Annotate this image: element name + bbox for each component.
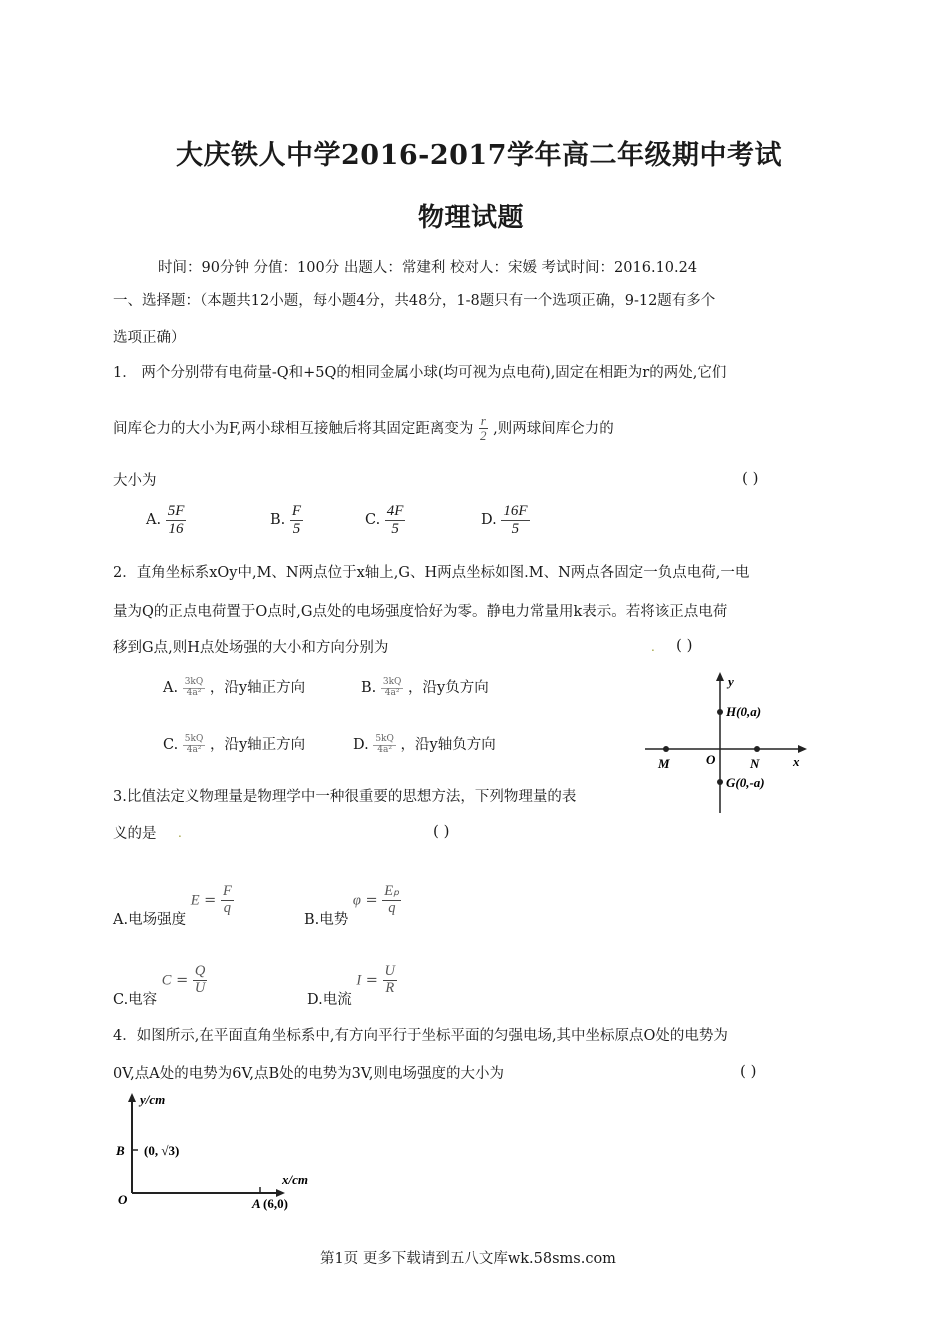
q1-line2 — [113, 414, 614, 444]
q2-point-g — [717, 779, 723, 785]
q1-line3: 大小为 — [113, 473, 157, 489]
q2-point-m — [663, 746, 669, 752]
q4-answer-paren: ( ) — [740, 1062, 757, 1080]
exam-subtitle: 物理试题 — [418, 203, 525, 233]
q4-y-arrow — [128, 1093, 136, 1102]
q2-y-arrow — [716, 672, 724, 681]
section-heading-line1: 一、选择题：（本题共12小题，每小题4分，共48分，1-8题只有一个选项正确，9-12题有多个 — [113, 293, 716, 309]
q1-line2-a: 间库仑力的大小为F,两小球相互接触后将其固定距离变为 — [113, 420, 474, 437]
q2-x-label: x — [793, 754, 800, 769]
q3-line2: 义的是 — [113, 826, 157, 842]
q1-line2-b: ,则两球间库仑力的 — [493, 420, 614, 437]
q2-mark: . — [651, 640, 655, 654]
q1-answer-paren: ( ) — [742, 469, 759, 487]
exam-meta: 时间：90分钟 分值：100分 出题人：常建利 校对人：宋媛 考试时间：2016.10.24 — [158, 260, 698, 276]
q2-h-label: H(0,a) — [726, 704, 762, 719]
q1-frac-den: 2 — [480, 428, 487, 444]
q4-x-label: x/cm — [282, 1172, 308, 1187]
q2-x-arrow — [798, 745, 807, 753]
q2-line2: 量为Q的正点电荷置于O点时,G点处的电场强度恰好为零。静电力常量用k表示。若将该正点电荷 — [113, 604, 728, 620]
q2-point-n — [754, 746, 760, 752]
q2-origin-label: O — [706, 752, 716, 767]
q4-line2: 0V,点A处的电势为6V,点B处的电势为3V,则电场强度的大小为 — [113, 1066, 504, 1082]
q4-y-label: y/cm — [140, 1092, 166, 1107]
q3-answer-paren: ( ) — [433, 822, 450, 840]
q1-line1: 1． 两个分别带有电荷量-Q和+5Q的相同金属小球(均可视为点电荷),固定在相距为r的两处,它们 — [113, 365, 727, 381]
q1-option-b: B. $\frac{F}{5}$ — [270, 503, 302, 537]
q3-option-b: B.电势 φ = $\frac{\text{Eₚ}}{q}$ — [304, 883, 400, 929]
q1-frac-num: r — [480, 413, 486, 428]
q4-a-label: A — [252, 1196, 261, 1211]
q2-g-label: G(0,-a) — [726, 775, 765, 790]
q4-b-coord: (0, √3) — [144, 1143, 180, 1158]
q1-option-c: C. $\frac{4F}{5}$ — [365, 503, 404, 537]
q2-m-label: M — [658, 756, 670, 771]
q4-b-label: B — [116, 1143, 125, 1158]
q3-option-a: A.电场强度 E = $\frac{F}{q}$ — [113, 883, 232, 929]
q4-coordinate-figure — [110, 1090, 330, 1215]
q3-option-c: C.电容 C = $\frac{Q}{U}$ — [113, 963, 206, 1009]
q2-line3: 移到G点,则H点处场强的大小和方向分别为 — [113, 640, 389, 656]
exam-title: 大庆铁人中学2016-2017学年高二年级期中考试 — [176, 140, 782, 171]
q2-point-h — [717, 709, 723, 715]
q1-option-d: D. $\frac{16F}{5}$ — [481, 503, 528, 537]
q2-option-b: B. $\frac{3kQ}{\text{4a²}}$ ，沿y负方向 — [361, 676, 489, 698]
q4-a-coord: (6,0) — [263, 1196, 288, 1211]
q2-line1: 2．直角坐标系xOy中,M、N两点位于x轴上,G、H两点坐标如图.M、N两点各固定一负点电荷,一电 — [113, 565, 750, 581]
q2-y-label: y — [728, 674, 734, 689]
q2-coordinate-figure — [640, 668, 820, 818]
q2-n-label: N — [750, 756, 760, 771]
q3-mark: . — [178, 826, 182, 840]
q4-line1: 4．如图所示,在平面直角坐标系中,有方向平行于坐标平面的匀强电场,其中坐标原点O处的电势为 — [113, 1028, 728, 1044]
q2-option-a: A. $\frac{3kQ}{\text{4a²}}$ ，沿y轴正方向 — [163, 676, 306, 698]
q1-distance-fraction — [478, 414, 489, 444]
q3-option-d: D.电流 I = $\frac{U}{R}$ — [307, 963, 396, 1009]
section-heading-line2: 选项正确） — [113, 330, 186, 346]
q3-line1: 3.比值法定义物理量是物理学中一种很重要的思想方法，下列物理量的表 — [113, 789, 577, 805]
page-footer: 第1页 更多下载请到五八文库wk.58sms.com — [320, 1251, 616, 1267]
q4-origin-label: O — [118, 1192, 128, 1207]
q2-answer-paren: ( ) — [676, 636, 693, 654]
q2-option-d: D. $\frac{5kQ}{\text{4a²}}$ ，沿y轴负方向 — [353, 733, 496, 755]
q1-option-a: A. $\frac{5F}{16}$ — [146, 503, 185, 537]
q2-option-c: C. $\frac{5kQ}{\text{4a²}}$ ，沿y轴正方向 — [163, 733, 306, 755]
